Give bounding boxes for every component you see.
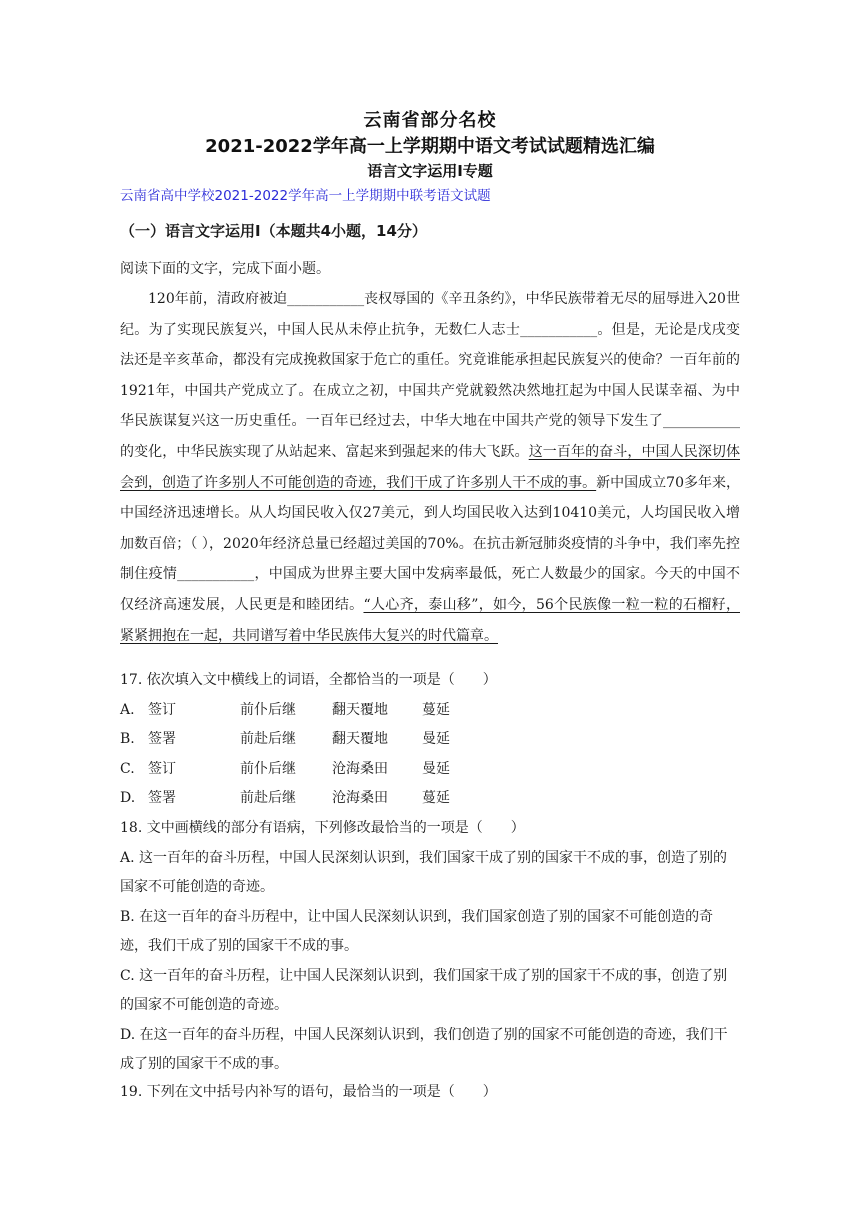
option-a[interactable]: A. 这一百年的奋斗历程，中国人民深刻认识到，我们国家干成了别的国家干不成的事，创造了别的国家不可能创造的奇迹。 <box>120 849 728 895</box>
title-exam: 2021-2022学年高一上学期期中语文考试试题精选汇编 <box>205 136 655 157</box>
option-b[interactable]: B. 在这一百年的奋斗历程中，让中国人民深刻认识到，我们国家创造了别的国家不可能创造的奇迹，我们干成了别的国家干不成的事。 <box>120 908 714 954</box>
reading-passage <box>120 284 740 651</box>
underlined-sentence-1: 这一百年的奋斗，中国人民深切体会到，创造了许多别人不可能创造的奇迹，我们干成了许多别人干不成的事。 <box>120 443 741 491</box>
option-a[interactable]: A. 签订 前仆后继 翻天覆地 蔓延 <box>120 701 450 718</box>
title-topic: 语言文字运用Ⅰ专题 <box>367 162 493 180</box>
question-18 <box>120 814 740 1080</box>
option-c[interactable]: C. 这一百年的奋斗历程，让中国人民深刻认识到，我们国家干成了别的国家干不成的事，创造了别的国家不可能创造的奇迹。 <box>120 967 728 1013</box>
option-b[interactable]: B. 签署 前赴后继 翻天覆地 曼延 <box>120 731 450 747</box>
option-c[interactable]: C. 签订 前仆后继 沧海桑田 曼延 <box>120 760 450 777</box>
title-region: 云南省部分名校 <box>363 110 497 131</box>
question-stem: 18. 文中画横线的部分有语病，下列修改最恰当的一项是（ ） <box>120 820 525 836</box>
question-stem: 19. 下列在文中括号内补写的语句，最恰当的一项是（ ） <box>120 1084 497 1100</box>
option-d[interactable]: D. 在这一百年的奋斗历程，中国人民深刻认识到，我们创造了别的国家不可能创造的奇迹，我们干成了别的国家干不成的事。 <box>120 1026 728 1072</box>
instruction-text: 阅读下面的文字，完成下面小题。 <box>120 261 330 277</box>
question-stem: 17. 依次填入文中横线上的词语，全都恰当的一项是（ ） <box>120 672 497 688</box>
option-d[interactable]: D. 签署 前赴后继 沧海桑田 蔓延 <box>120 790 450 806</box>
passage-part2: 新中国成立70多年来，中国经济迅速增长。从人均国民收入仅27美元，到人均国民收入达到10410美元，人均国民收入增加数百倍；（ ），2020年经济总量已经超过美国的70%。在抗击新冠肺炎疫情的斗争中，我们率先控制住疫情___________，中国成为世界主要大国中发病率最低，死亡人数最少的国家。今天的中国不仅经济高速发展，人民更是和睦团结。 <box>120 474 740 613</box>
section-heading: （一）语言文字运用Ⅰ（本题共4小题，14分） <box>120 222 427 240</box>
question-17 <box>120 666 740 814</box>
source-link[interactable]: 云南省高中学校2021-2022学年高一上学期期中联考语文试题 <box>120 188 491 204</box>
underlined-sentence-2: “人心齐，泰山移”，如今，56个民族像一粒一粒的石榴籽，紧紧拥抱在一起，共同谱写着中华民族伟大复兴的时代篇章。 <box>120 596 740 644</box>
question-19 <box>120 1078 740 1108</box>
passage-part1: 120年前，清政府被迫___________丧权辱国的《辛丑条约》，中华民族带着无尽的屈辱进入20世纪。为了实现民族复兴，中国人民从未停止抗争，无数仁人志士___________。但是，无论是戊戌变法还是辛亥革命，都没有完成挽救国家于危亡的重任。究竟谁能承担起民族复兴的使命？一百年前的1921年，中国共产党成立了。在成立之初，中国共产党就毅然决然地扛起为中国人民谋幸福、为中华民族谋复兴这一历史重任。一百年已经过去，中华大地在中国共产党的领导下发生了___________的变化，中华民族实现了从站起来、富起来到强起来的伟大飞跃。 <box>120 291 740 460</box>
